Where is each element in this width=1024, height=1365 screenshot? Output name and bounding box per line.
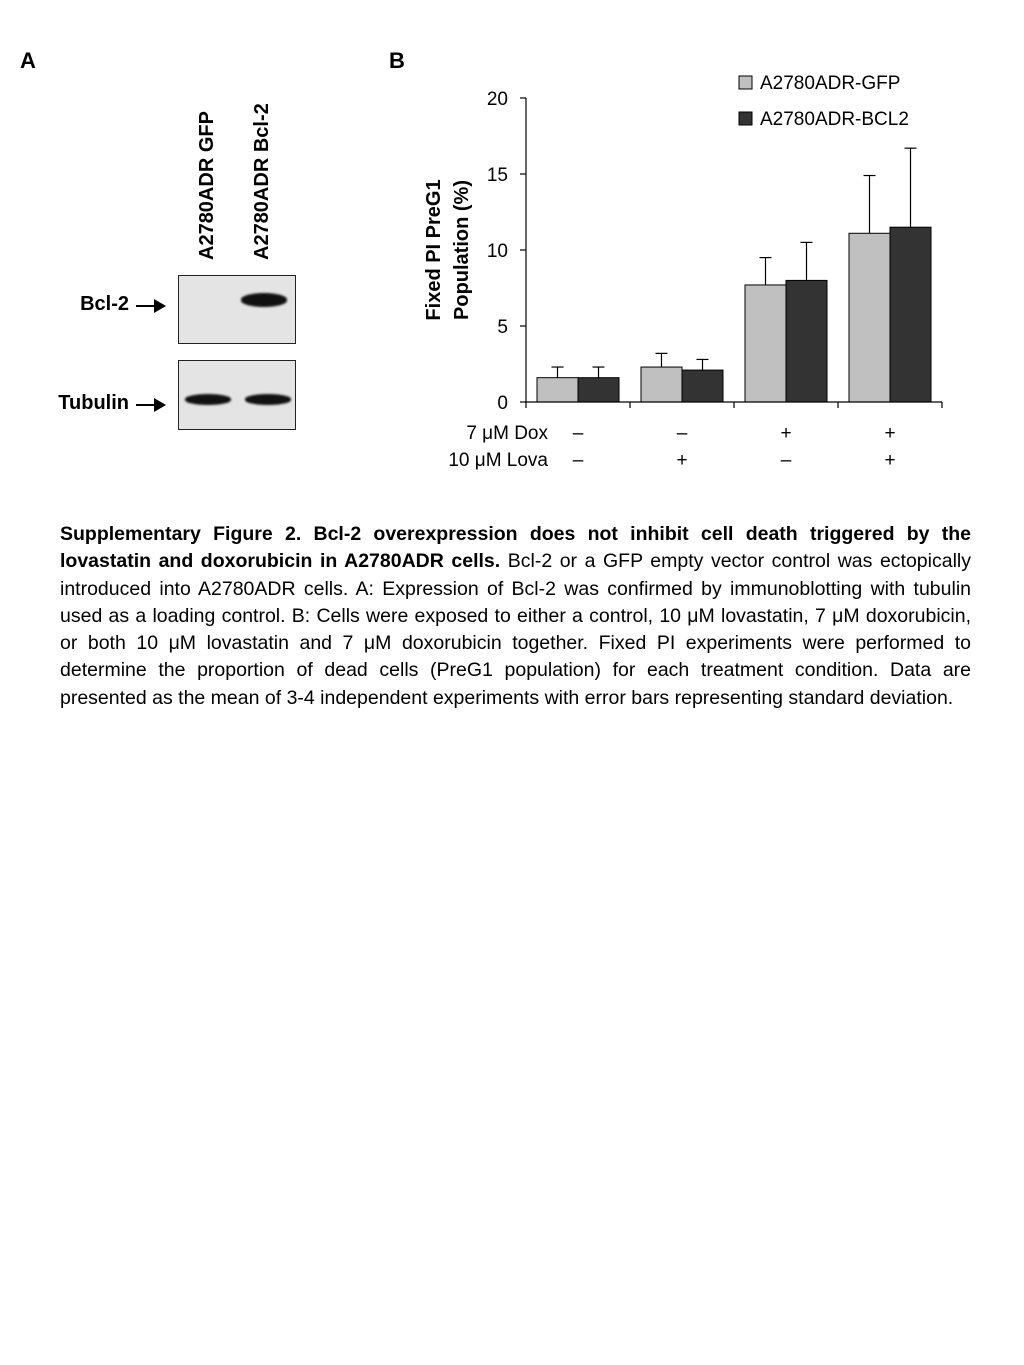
panel-b-letter: B bbox=[389, 48, 405, 73]
tubulin-row-label: Tubulin bbox=[58, 392, 129, 414]
y-axis-title-line-2: Population (%) bbox=[451, 180, 473, 320]
treatment-row-label: 10 μM Lova bbox=[448, 450, 548, 471]
bar-gfp-1 bbox=[641, 367, 682, 402]
lane-label-bcl2: A2780ADR Bcl-2 bbox=[251, 103, 273, 260]
legend-swatch-1 bbox=[739, 112, 752, 125]
tubulin-band-gfp bbox=[185, 394, 231, 405]
bar-gfp-3 bbox=[849, 233, 890, 402]
y-tick-label: 15 bbox=[486, 165, 508, 186]
bcl2-arrow-icon bbox=[136, 305, 164, 307]
bar-bcl2-1 bbox=[682, 370, 723, 402]
treatment-symbol: + bbox=[884, 450, 896, 471]
y-tick-label: 10 bbox=[486, 241, 508, 262]
legend-label-1: A2780ADR-BCL2 bbox=[760, 109, 909, 130]
treatment-symbol: + bbox=[780, 423, 792, 444]
bar-bcl2-0 bbox=[578, 378, 619, 402]
treatment-symbol: – bbox=[572, 423, 584, 444]
treatment-symbol: – bbox=[780, 450, 792, 471]
bar-gfp-0 bbox=[537, 378, 578, 402]
tubulin-band-bcl2 bbox=[245, 394, 291, 405]
y-tick-label: 5 bbox=[497, 317, 508, 338]
lane-label-gfp: A2780ADR GFP bbox=[196, 111, 218, 260]
treatment-symbol: – bbox=[676, 423, 688, 444]
y-tick-label: 20 bbox=[486, 89, 508, 110]
caption-body: Bcl-2 or a GFP empty vector control was ectopically introduced into A2780ADR cells. A: Expression of Bcl-2 was confirmed by immunoblotting with tubulin used as a loading control. B: Cells were exposed to either a control, 10 μM lovastatin, 7 μM doxorubicin, or both 10 μM lovastatin and 7 μM doxorubicin together. Fixed PI experiments were performed to determine the proportion of dead cells (PreG1 population) for each treatment condition. Data are presented as the mean of 3-4 independent experiments with error bars representing standard deviation. bbox=[60, 550, 971, 709]
treatment-symbol: + bbox=[884, 423, 896, 444]
legend-swatch-0 bbox=[739, 76, 752, 89]
legend-label-0: A2780ADR-GFP bbox=[760, 73, 901, 94]
y-axis-title-line-1: Fixed PI PreG1 bbox=[423, 179, 445, 321]
bar-chart bbox=[400, 60, 960, 480]
blot-bcl2-image bbox=[178, 275, 296, 344]
blot-tubulin-image bbox=[178, 360, 296, 430]
bcl2-row-label: Bcl-2 bbox=[80, 293, 129, 315]
treatment-symbol: + bbox=[676, 450, 688, 471]
bar-bcl2-3 bbox=[890, 227, 931, 402]
treatment-symbol: – bbox=[572, 450, 584, 471]
bar-gfp-2 bbox=[745, 285, 786, 402]
tubulin-arrow-icon bbox=[136, 404, 164, 406]
bcl2-band bbox=[241, 293, 287, 307]
panel-a-letter: A bbox=[20, 48, 36, 73]
figure-caption bbox=[60, 521, 971, 712]
y-tick-label: 0 bbox=[497, 393, 508, 414]
caption-title: Supplementary Figure 2. Bcl-2 overexpression does not inhibit cell death triggered by the lovastatin and doxorubicin in A2780ADR cells. bbox=[60, 523, 971, 573]
bar-bcl2-2 bbox=[786, 280, 827, 402]
treatment-row-label: 7 μM Dox bbox=[466, 423, 548, 444]
